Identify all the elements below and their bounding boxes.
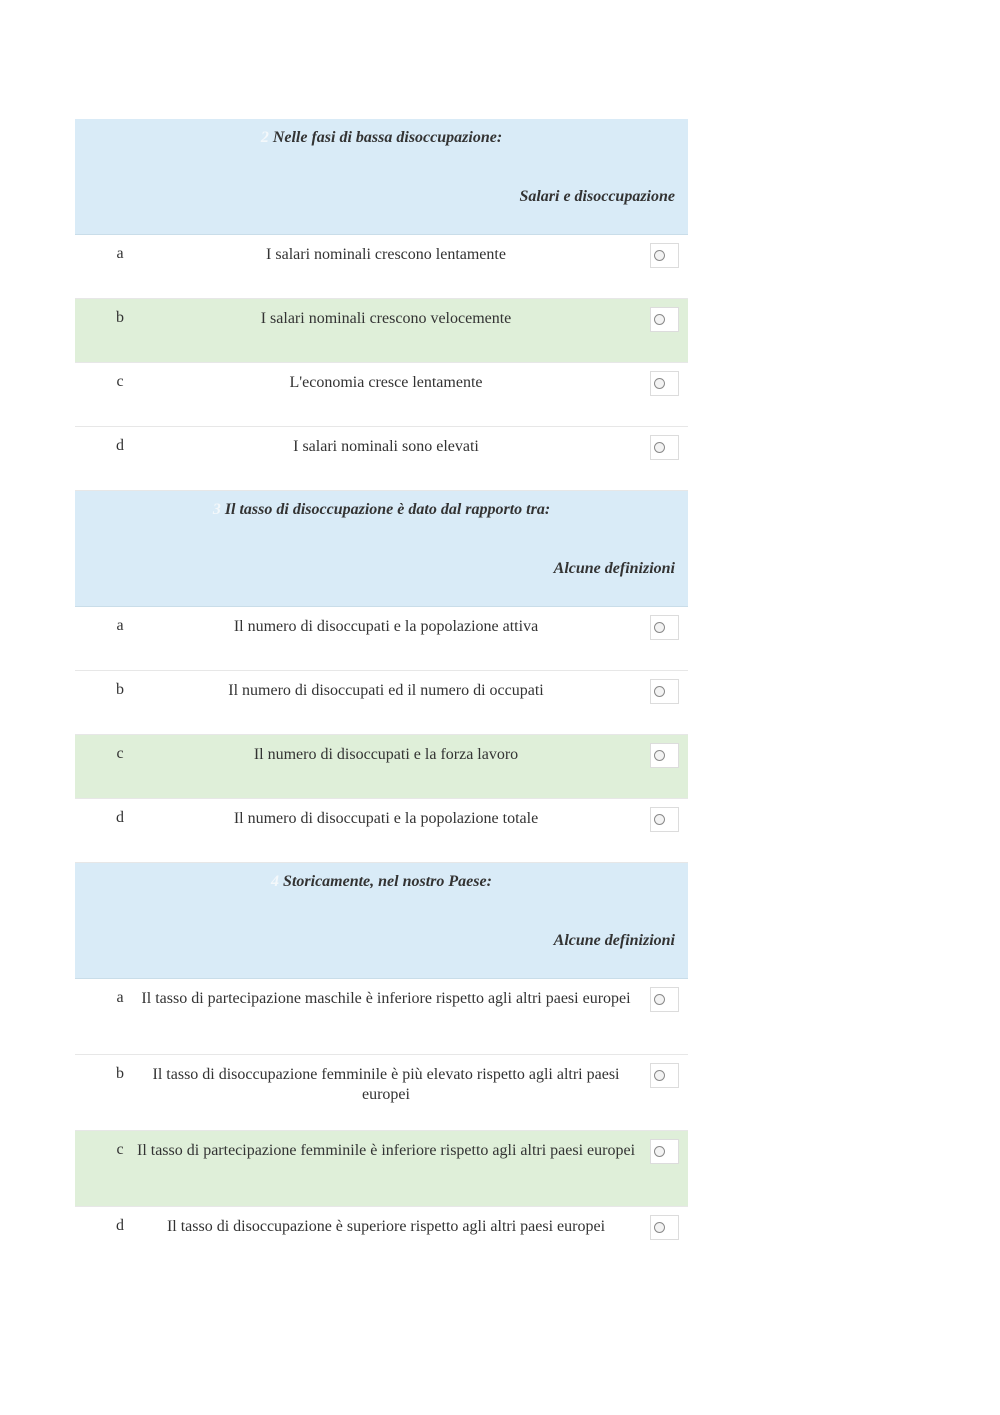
- radio-box[interactable]: [650, 371, 679, 396]
- option-letter: a: [116, 989, 124, 1006]
- option-letter: b: [116, 681, 124, 698]
- option-text: Il numero di disoccupati e la forza lavoro: [253, 746, 519, 763]
- answer-option[interactable]: [75, 427, 688, 491]
- option-letter: c: [116, 745, 124, 762]
- answer-option[interactable]: [75, 363, 688, 427]
- option-text: Il numero di disoccupati ed il numero di occupati: [228, 682, 544, 699]
- radio-box[interactable]: [650, 435, 679, 460]
- question-text: Il tasso di disoccupazione è dato dal rapporto tra:: [224, 501, 551, 518]
- question-title: [75, 501, 688, 519]
- answer-option[interactable]: [75, 979, 688, 1055]
- answer-option[interactable]: [75, 235, 688, 299]
- question-title: [75, 129, 688, 147]
- radio-box[interactable]: [650, 1063, 679, 1088]
- option-text: I salari nominali crescono velocemente: [260, 310, 512, 327]
- radio-box[interactable]: [650, 1215, 679, 1240]
- option-letter: a: [116, 245, 124, 262]
- answer-option[interactable]: [75, 799, 688, 863]
- question-header: [75, 863, 688, 979]
- quiz-container: [75, 119, 688, 1270]
- answer-option-highlighted[interactable]: [75, 1131, 688, 1207]
- option-letter: d: [116, 809, 124, 826]
- question-text: Storicamente, nel nostro Paese:: [283, 873, 492, 890]
- question-block: [75, 491, 688, 863]
- question-category: Alcune definizioni: [553, 560, 675, 577]
- question-block: [75, 863, 688, 1270]
- option-letter: b: [116, 309, 124, 326]
- radio-box[interactable]: [650, 243, 679, 268]
- option-text: Il tasso di partecipazione femminile è inferiore rispetto agli altri paesi europei: [136, 1142, 636, 1159]
- option-text: Il tasso di partecipazione maschile è inferiore rispetto agli altri paesi europei: [141, 990, 631, 1007]
- radio-button[interactable]: [654, 686, 665, 697]
- answer-option[interactable]: [75, 1207, 688, 1270]
- question-title: [75, 873, 688, 891]
- option-letter: d: [116, 1217, 124, 1234]
- radio-box[interactable]: [650, 807, 679, 832]
- option-text: L'economia cresce lentamente: [289, 374, 483, 391]
- question-header: [75, 491, 688, 607]
- answer-option-highlighted[interactable]: [75, 299, 688, 363]
- radio-button[interactable]: [654, 1222, 665, 1233]
- option-letter: c: [116, 1141, 124, 1158]
- question-number: 3: [212, 501, 221, 518]
- answer-option[interactable]: [75, 671, 688, 735]
- option-text: I salari nominali sono elevati: [293, 438, 479, 455]
- option-text: Il numero di disoccupati e la popolazione attiva: [233, 618, 539, 635]
- question-block: [75, 119, 688, 491]
- question-header: [75, 119, 688, 235]
- answer-option-highlighted[interactable]: [75, 735, 688, 799]
- radio-button[interactable]: [654, 814, 665, 825]
- radio-button[interactable]: [654, 442, 665, 453]
- answer-option[interactable]: [75, 1055, 688, 1131]
- option-text: I salari nominali crescono lentamente: [266, 246, 506, 263]
- option-text: Il numero di disoccupati e la popolazione totale: [233, 810, 539, 827]
- answer-option[interactable]: [75, 607, 688, 671]
- option-text: Il tasso di disoccupazione femminile è più elevato rispetto agli altri paesi europei: [152, 1066, 620, 1103]
- question-number: 4: [271, 873, 280, 890]
- radio-button[interactable]: [654, 378, 665, 389]
- option-text: Il tasso di disoccupazione è superiore rispetto agli altri paesi europei: [166, 1218, 606, 1235]
- radio-button[interactable]: [654, 250, 665, 261]
- radio-button[interactable]: [654, 1070, 665, 1081]
- radio-box[interactable]: [650, 307, 679, 332]
- radio-button[interactable]: [654, 314, 665, 325]
- radio-box[interactable]: [650, 615, 679, 640]
- radio-button[interactable]: [654, 750, 665, 761]
- radio-box[interactable]: [650, 1139, 679, 1164]
- question-category: Salari e disoccupazione: [519, 188, 675, 205]
- option-letter: a: [116, 617, 124, 634]
- option-letter: d: [116, 437, 124, 454]
- question-number: 2: [260, 129, 269, 146]
- question-text: Nelle fasi di bassa disoccupazione:: [272, 129, 503, 146]
- radio-button[interactable]: [654, 994, 665, 1005]
- radio-button[interactable]: [654, 622, 665, 633]
- radio-box[interactable]: [650, 679, 679, 704]
- radio-button[interactable]: [654, 1146, 665, 1157]
- radio-box[interactable]: [650, 743, 679, 768]
- radio-box[interactable]: [650, 987, 679, 1012]
- option-letter: b: [116, 1065, 124, 1082]
- question-category: Alcune definizioni: [553, 932, 675, 949]
- option-letter: c: [116, 373, 124, 390]
